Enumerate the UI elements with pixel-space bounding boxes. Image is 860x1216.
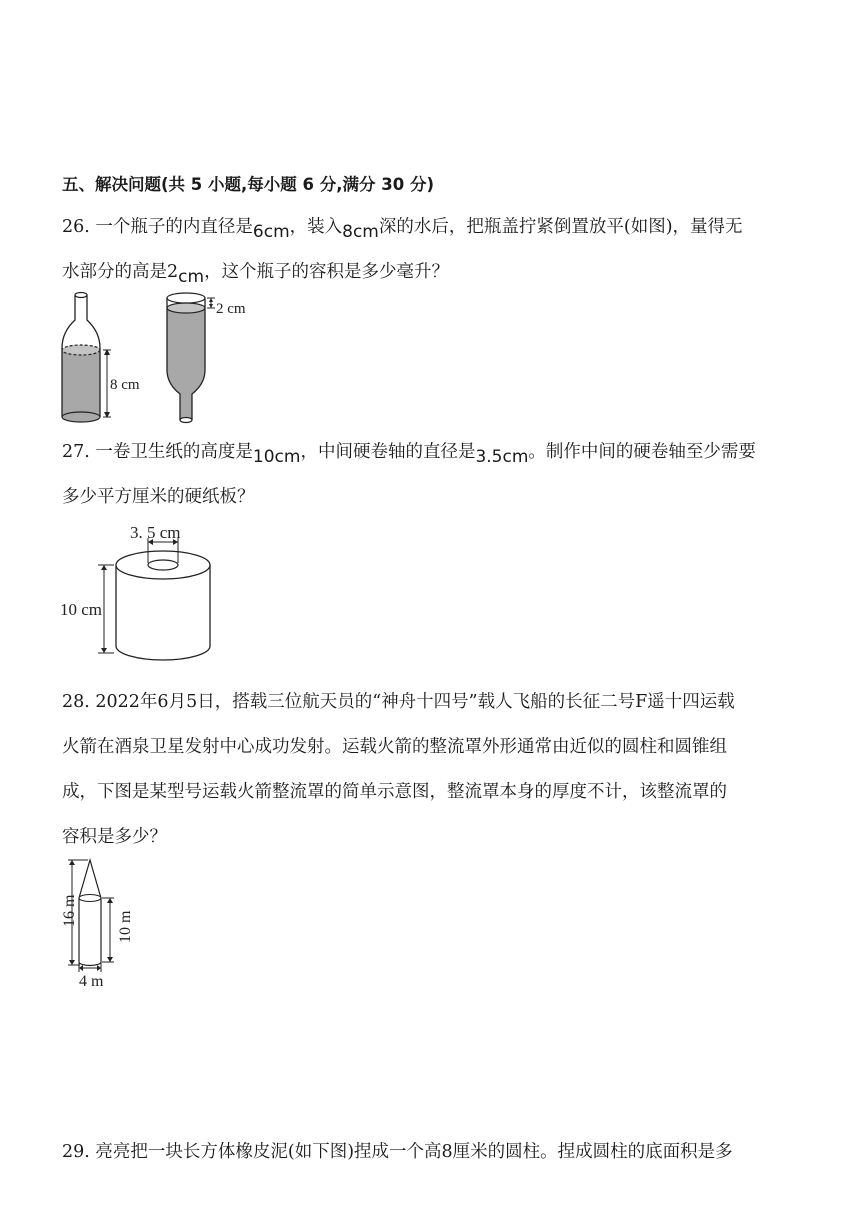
q26-unit-3: cm	[178, 267, 205, 287]
q28-line-2: 火箭在酒泉卫星发射中心成功发射。运载火箭的整流罩外形通常由近似的圆柱和圆锥组	[62, 737, 727, 757]
cone-base	[79, 895, 101, 902]
inverted-neck-water	[167, 370, 205, 420]
q26-figure-inverted-bottle	[163, 290, 263, 425]
q26-text-4: 水部分的高是	[62, 262, 167, 282]
q28-figure-fairing	[58, 855, 148, 990]
label-10cm: 10 cm	[60, 600, 103, 619]
q28-line-4: 容积是多少？	[62, 827, 167, 847]
q27-figure-toilet-roll	[58, 518, 228, 668]
q27-unit-1: 10cm	[252, 447, 301, 467]
q26-text-5: ，这个瓶子的容积是多少毫升？	[204, 262, 450, 282]
q27-unit-2: 3.5cm	[475, 447, 529, 467]
cylinder-outline	[79, 898, 101, 966]
q26-line-2	[62, 258, 450, 287]
q26-unit-1: 6cm	[252, 222, 290, 242]
inverted-bottom	[167, 293, 205, 303]
q29-line-1: 29. 亮亮把一块长方体橡皮泥(如下图)捏成一个高8厘米的圆柱。捏成圆柱的底面积是多	[62, 1142, 733, 1162]
q26-text-2: ，装入	[289, 217, 343, 237]
q27-line-1	[62, 438, 756, 467]
inverted-water	[167, 308, 205, 370]
label-2cm: 2 cm	[216, 301, 246, 317]
q26-text-3: 深的水后，把瓶盖拧紧倒置放平(如图)，量得无	[378, 217, 743, 237]
water-surface	[62, 345, 100, 355]
q27-text-2: ，中间硬卷轴的直径是	[300, 442, 476, 462]
inverted-cap	[180, 418, 192, 423]
q26-line-1	[62, 213, 743, 242]
label-4m: 4 m	[79, 973, 104, 990]
label-10m: 10 m	[117, 910, 134, 943]
bottle-water	[62, 350, 100, 417]
q27-text-3: 。制作中间的硬卷轴至少需要	[528, 442, 756, 462]
bottle-mouth	[75, 293, 87, 298]
label-8cm: 8 cm	[110, 377, 140, 393]
inverted-water-surface	[167, 303, 205, 313]
q26-value-3: 2	[167, 262, 179, 282]
cone-outline	[79, 860, 101, 898]
water-bottom	[62, 412, 100, 422]
roll-core	[148, 560, 178, 570]
q26-text-1: 26. 一个瓶子的内直径是	[62, 217, 253, 237]
q26-unit-2: 8cm	[342, 222, 379, 242]
section-title: 五、解决问题(共 5 小题,每小题 6 分,满分 30 分)	[62, 175, 435, 194]
label-16m: 16 m	[61, 894, 78, 927]
q26-figure-upright-bottle	[58, 290, 148, 425]
label-3-5cm: 3. 5 cm	[130, 523, 181, 542]
q27-line-2: 多少平方厘米的硬纸板？	[62, 487, 255, 507]
q27-text-1: 27. 一卷卫生纸的高度是	[62, 442, 253, 462]
q28-line-1: 28. 2022年6月5日，搭载三位航天员的“神舟十四号”载人飞船的长征二号F遥十四运载	[62, 692, 735, 712]
q28-line-3: 成，下图是某型号运载火箭整流罩的简单示意图，整流罩本身的厚度不计，该整流罩的	[62, 782, 727, 802]
